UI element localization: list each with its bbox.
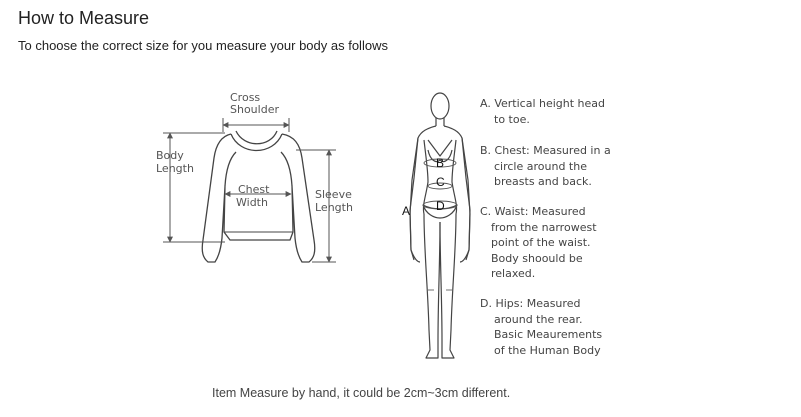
page-title: How to Measure (18, 8, 150, 28)
body-figure-drawing (410, 93, 470, 358)
description-d-line-1: D. Hips: Measured (480, 297, 581, 310)
letter-c: C (436, 175, 445, 189)
letter-b: B (436, 156, 445, 170)
description-a-line-1: A. Vertical height head (480, 97, 606, 110)
body-length-label-2: Length (156, 162, 194, 175)
description-c-line-1: C. Waist: Measured (480, 205, 586, 218)
description-c-line-2: from the narrowest (491, 220, 597, 234)
sleeve-length-label-2: Length (315, 201, 353, 214)
description-b-line-2: circle around the (494, 159, 587, 173)
description-a (480, 96, 605, 127)
description-d-line-3: Basic Meaurements (494, 328, 603, 341)
description-a-line-2: to toe. (494, 112, 530, 126)
letter-a: A (402, 204, 411, 218)
description-c-line-5: relaxed. (491, 267, 536, 280)
sleeve-length-label-1: Sleeve (315, 188, 352, 201)
footer-note: Item Measure by hand, it could be 2cm~3cm different. (212, 386, 511, 400)
description-b-line-3: breasts and back. (494, 175, 592, 188)
description-c (480, 204, 597, 282)
chest-width-label-1: Chest (238, 183, 270, 196)
description-d-line-4: of the Human Body (494, 343, 601, 357)
chest-width-label-2: Width (236, 196, 268, 209)
body-length-label-1: Body (156, 149, 184, 162)
description-d (480, 296, 602, 358)
description-c-line-3: point of the waist. (491, 236, 591, 249)
cross-shoulder-label-1: Cross (230, 91, 261, 104)
description-c-line-4: Body shoould be (491, 251, 583, 265)
description-d-line-2: around the rear. (494, 312, 583, 326)
cross-shoulder-label-2: Shoulder (230, 103, 279, 116)
description-b-line-1: B. Chest: Measured in a (480, 144, 611, 157)
page-subtitle: To choose the correct size for you measure your body as follows (18, 38, 388, 53)
letter-d: D (436, 199, 445, 213)
description-b (480, 143, 611, 190)
